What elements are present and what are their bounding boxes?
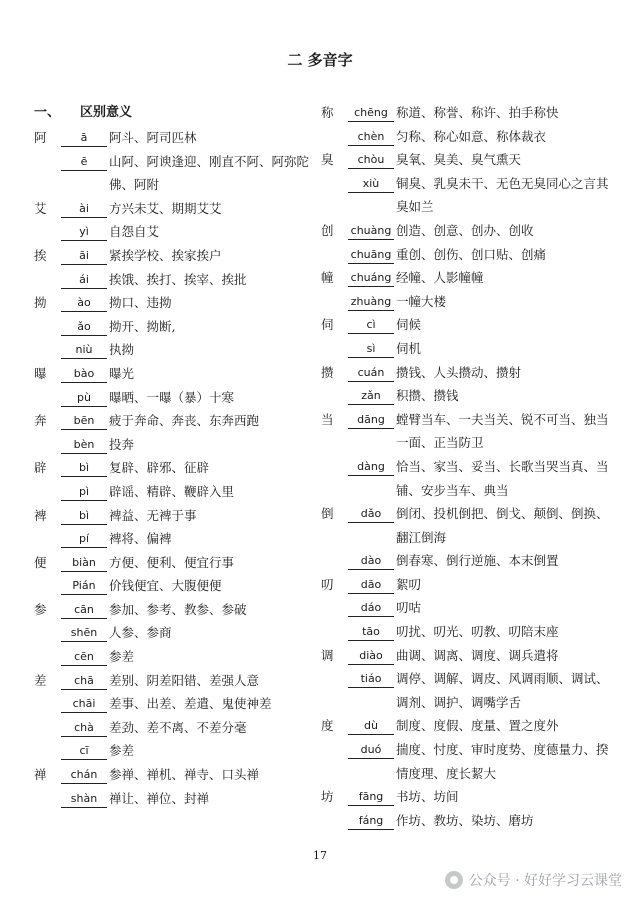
- entry-pinyin: cēn: [61, 648, 107, 666]
- entry-row: [34, 739, 324, 763]
- entry-pinyin: pù: [61, 389, 107, 407]
- entry-pinyin: dāng: [348, 411, 394, 429]
- right-column: [321, 101, 611, 832]
- entry-character: 倒: [321, 506, 334, 522]
- entry-row: [321, 337, 611, 361]
- entry-row: [321, 172, 611, 219]
- entry-character: 便: [34, 554, 47, 570]
- entry-examples: 絮叨: [396, 576, 422, 592]
- entry-pinyin: dàng: [348, 458, 394, 476]
- entry-row: [321, 290, 611, 314]
- page-number: 17: [313, 849, 327, 862]
- entry-pinyin: shàn: [61, 790, 107, 808]
- entry-examples: 书坊、坊间: [396, 789, 459, 805]
- entry-examples: 人参、参商: [109, 625, 172, 641]
- entry-pinyin: niù: [61, 341, 107, 359]
- entry-examples: 倒春寒、倒行逆施、本末倒置: [396, 553, 559, 569]
- entry-row: [34, 787, 324, 811]
- entry-row: [321, 266, 611, 290]
- entry-row: [34, 716, 324, 740]
- entry-row: [34, 551, 324, 575]
- entry-row: [34, 362, 324, 386]
- entry-examples: 参禅、禅机、禅寺、口头禅: [109, 767, 260, 783]
- entry-row: [34, 692, 324, 716]
- entry-examples: 伺机: [396, 340, 422, 356]
- entry-character: 艾: [34, 200, 47, 216]
- entry-row: [34, 197, 324, 221]
- entry-row: [321, 596, 611, 620]
- entry-row: [321, 644, 611, 668]
- entry-character: 挨: [34, 247, 47, 263]
- entry-examples: 复辟、辟邪、征辟: [109, 460, 210, 476]
- entry-examples: 辟谣、精辟、鞭辟入里: [109, 483, 235, 499]
- entry-pinyin: āi: [61, 247, 107, 265]
- entry-examples: 执拗: [109, 342, 135, 358]
- entry-character: 禅: [34, 767, 47, 783]
- entry-character: 奔: [34, 413, 47, 429]
- entry-examples: 参差: [109, 743, 135, 759]
- entry-examples: 创造、创意、创办、创收: [396, 222, 534, 238]
- entry-character: 参: [34, 601, 47, 617]
- entry-pinyin: bèn: [61, 436, 107, 454]
- entry-row: [34, 315, 324, 339]
- entry-pinyin: cuán: [348, 364, 394, 382]
- entry-row: [34, 126, 324, 150]
- entry-pinyin: ǎo: [61, 318, 107, 336]
- entry-row: [321, 101, 611, 125]
- entry-examples: 裨益、无裨于事: [109, 507, 197, 523]
- entry-row: [34, 598, 324, 622]
- entry-row: [321, 549, 611, 573]
- entry-examples: 方便、便利、便宜行事: [109, 554, 235, 570]
- entry-examples: 方兴未艾、期期艾艾: [109, 200, 222, 216]
- entry-row: [34, 338, 324, 362]
- entry-pinyin: chāi: [61, 695, 107, 713]
- entry-character: 调: [321, 647, 334, 663]
- entry-examples: 挨饿、挨打、挨宰、挨批: [109, 271, 247, 287]
- entry-row: [34, 268, 324, 292]
- entry-row: [34, 527, 324, 551]
- entry-examples: 裨将、偏裨: [109, 531, 172, 547]
- entry-pinyin: chuàng: [348, 222, 394, 240]
- entry-row: [321, 738, 611, 785]
- entry-pinyin: diào: [348, 647, 394, 665]
- entry-row: [34, 645, 324, 669]
- entry-row: [34, 433, 324, 457]
- entry-row: [321, 714, 611, 738]
- entry-examples: 差别、阴差阳错、差强人意: [109, 672, 260, 688]
- entry-pinyin: cì: [348, 316, 394, 334]
- entry-examples: 投奔: [109, 436, 135, 452]
- wechat-icon: [445, 871, 463, 889]
- entry-pinyin: bēn: [61, 412, 107, 430]
- entry-character: 裨: [34, 507, 47, 523]
- entry-character: 臭: [321, 152, 334, 168]
- entry-character: 拗: [34, 295, 47, 311]
- entry-row: [321, 408, 611, 455]
- entry-row: [321, 361, 611, 385]
- entry-examples: 铜臭、乳臭未干、无色无臭同心之言其臭如兰: [396, 175, 609, 215]
- entry-examples: 作坊、教坊、染坊、磨坊: [396, 812, 534, 828]
- entry-examples: 紧挨学校、挨家挨户: [109, 247, 222, 263]
- entry-examples: 经幢、人影幢幢: [396, 270, 484, 286]
- entry-row: [34, 456, 324, 480]
- section-label: 区别意义: [80, 105, 133, 120]
- entry-examples: 伺候: [396, 317, 422, 333]
- entry-character: 阿: [34, 130, 47, 145]
- entry-pinyin: dù: [348, 717, 394, 735]
- entry-pinyin: chòu: [348, 151, 394, 169]
- page-title: 二 多音字: [287, 51, 353, 69]
- entry-examples: 疲于奔命、奔丧、东奔西跑: [109, 413, 260, 429]
- entry-row: [321, 219, 611, 243]
- left-column: [34, 126, 324, 810]
- entry-examples: 参差: [109, 649, 135, 665]
- entry-row: [321, 620, 611, 644]
- entry-examples: 曝晒、一曝（暴）十寒: [109, 389, 235, 405]
- entry-pinyin: yì: [61, 223, 107, 241]
- entry-pinyin: shēn: [61, 624, 107, 642]
- entry-character: 幢: [321, 270, 334, 286]
- entry-pinyin: ā: [61, 129, 107, 147]
- section-number: 一、: [34, 105, 61, 120]
- entry-character: 当: [321, 411, 334, 427]
- entry-pinyin: chà: [61, 719, 107, 737]
- entry-row: [321, 573, 611, 597]
- entry-character: 创: [321, 222, 334, 238]
- entry-examples: 攒钱、人头攒动、攒射: [396, 364, 522, 380]
- entry-pinyin: chán: [61, 766, 107, 784]
- entry-examples: 拗口、违拗: [109, 295, 172, 311]
- entry-examples: 螳臂当车、一夫当关、锐不可当、独当一面、正当防卫: [396, 411, 609, 451]
- entry-pinyin: ē: [61, 153, 107, 171]
- entry-row: [321, 455, 611, 502]
- entry-pinyin: pí: [61, 530, 107, 548]
- entry-examples: 叨扰、叨光、叨教、叨陪末座: [396, 624, 559, 640]
- entry-examples: 差劲、差不离、不差分毫: [109, 719, 247, 735]
- entry-pinyin: chēng: [348, 104, 394, 122]
- entry-examples: 阿斗、阿司匹林: [109, 130, 197, 145]
- entry-examples: 拗开、拗断,: [109, 318, 176, 334]
- entry-row: [34, 150, 324, 197]
- entry-examples: 重创、创伤、创口贴、创痛: [396, 246, 547, 262]
- entry-examples: 臭氧、臭美、臭气熏天: [396, 152, 522, 168]
- entry-examples: 调停、调解、调皮、风调雨顺、调试、调剂、调护、调嘴学舌: [396, 671, 609, 710]
- entry-examples: 恰当、家当、妥当、长歌当哭当真、当铺、安步当车、典当: [396, 458, 609, 498]
- entry-character: 坊: [321, 789, 334, 805]
- entry-character: 叨: [321, 576, 334, 592]
- entry-examples: 倒闭、投机倒把、倒戈、颠倒、倒换、翻江倒海: [396, 506, 609, 545]
- entry-pinyin: zǎn: [348, 387, 394, 405]
- entry-pinyin: ào: [61, 294, 107, 312]
- entry-examples: 匀称、称心如意、称体裁衣: [396, 128, 547, 144]
- entry-row: [321, 148, 611, 172]
- entry-row: [321, 667, 611, 714]
- entry-row: [34, 621, 324, 645]
- entry-pinyin: duó: [348, 741, 394, 759]
- entry-pinyin: fāng: [348, 788, 394, 806]
- watermark-text: 公众号 · 好好学习云课堂: [468, 873, 622, 889]
- entry-row: [321, 313, 611, 337]
- entry-examples: 自怨自艾: [109, 224, 160, 240]
- entry-pinyin: bào: [61, 365, 107, 383]
- watermark: [445, 870, 622, 890]
- entry-character: 差: [34, 672, 47, 688]
- entry-row: [34, 244, 324, 268]
- entry-character: 度: [321, 718, 334, 734]
- entry-examples: 参加、参考、教参、参破: [109, 601, 247, 617]
- entry-row: [34, 574, 324, 598]
- entry-row: [321, 243, 611, 267]
- entry-row: [321, 384, 611, 408]
- section-heading: [34, 101, 132, 120]
- entry-pinyin: xiù: [348, 175, 394, 193]
- entry-pinyin: chuáng: [348, 269, 394, 287]
- entry-pinyin: zhuàng: [348, 293, 394, 311]
- entry-row: [321, 502, 611, 549]
- entry-pinyin: dào: [348, 552, 394, 570]
- entry-pinyin: chā: [61, 672, 107, 690]
- entry-pinyin: ài: [61, 200, 107, 218]
- entry-examples: 一幢大楼: [396, 293, 447, 309]
- entry-row: [321, 125, 611, 149]
- entry-pinyin: pì: [61, 483, 107, 501]
- entry-pinyin: cān: [61, 601, 107, 619]
- entry-character: 称: [321, 105, 334, 120]
- entry-pinyin: tiáo: [348, 670, 394, 688]
- entry-pinyin: Pián: [61, 577, 107, 595]
- entry-pinyin: dāo: [348, 576, 394, 594]
- entry-row: [34, 763, 324, 787]
- entry-pinyin: bì: [61, 459, 107, 477]
- entry-row: [321, 809, 611, 833]
- entry-pinyin: sì: [348, 340, 394, 358]
- entry-pinyin: bì: [61, 507, 107, 525]
- entry-character: 曝: [34, 365, 47, 381]
- entry-examples: 曲调、调离、调度、调兵遣将: [396, 647, 559, 663]
- entry-pinyin: dáo: [348, 599, 394, 617]
- entry-examples: 差事、出差、差遣、鬼使神差: [109, 696, 272, 712]
- entry-pinyin: chuāng: [348, 246, 394, 264]
- entry-examples: 曝光: [109, 365, 135, 381]
- entry-row: [34, 409, 324, 433]
- entry-examples: 制度、度假、度量、置之度外: [396, 718, 559, 734]
- entry-character: 辟: [34, 460, 47, 476]
- entry-examples: 禅让、禅位、封禅: [109, 790, 210, 806]
- entry-row: [34, 480, 324, 504]
- entry-examples: 称道、称誉、称许、拍手称快: [396, 105, 559, 120]
- entry-examples: 山阿、阿谀逢迎、刚直不阿、阿弥陀佛、阿附: [109, 153, 310, 193]
- entry-pinyin: chèn: [348, 128, 394, 146]
- entry-pinyin: fáng: [348, 812, 394, 830]
- entry-examples: 价钱便宜、大腹便便: [109, 578, 222, 594]
- entry-row: [34, 504, 324, 528]
- entry-row: [34, 291, 324, 315]
- entry-row: [34, 386, 324, 410]
- entry-pinyin: cī: [61, 742, 107, 760]
- entry-row: [34, 669, 324, 693]
- entry-examples: 叨咕: [396, 600, 422, 616]
- entry-pinyin: ái: [61, 271, 107, 289]
- entry-character: 攒: [321, 364, 334, 380]
- entry-row: [34, 220, 324, 244]
- entry-row: [321, 785, 611, 809]
- entry-examples: 揣度、忖度、审时度势、度德量力、揆情度理、度长絜大: [396, 742, 609, 781]
- entry-pinyin: dǎo: [348, 505, 394, 523]
- entry-character: 伺: [321, 317, 334, 333]
- entry-examples: 积攒、攒钱: [396, 388, 459, 404]
- entry-pinyin: biàn: [61, 554, 107, 572]
- entry-pinyin: tāo: [348, 623, 394, 641]
